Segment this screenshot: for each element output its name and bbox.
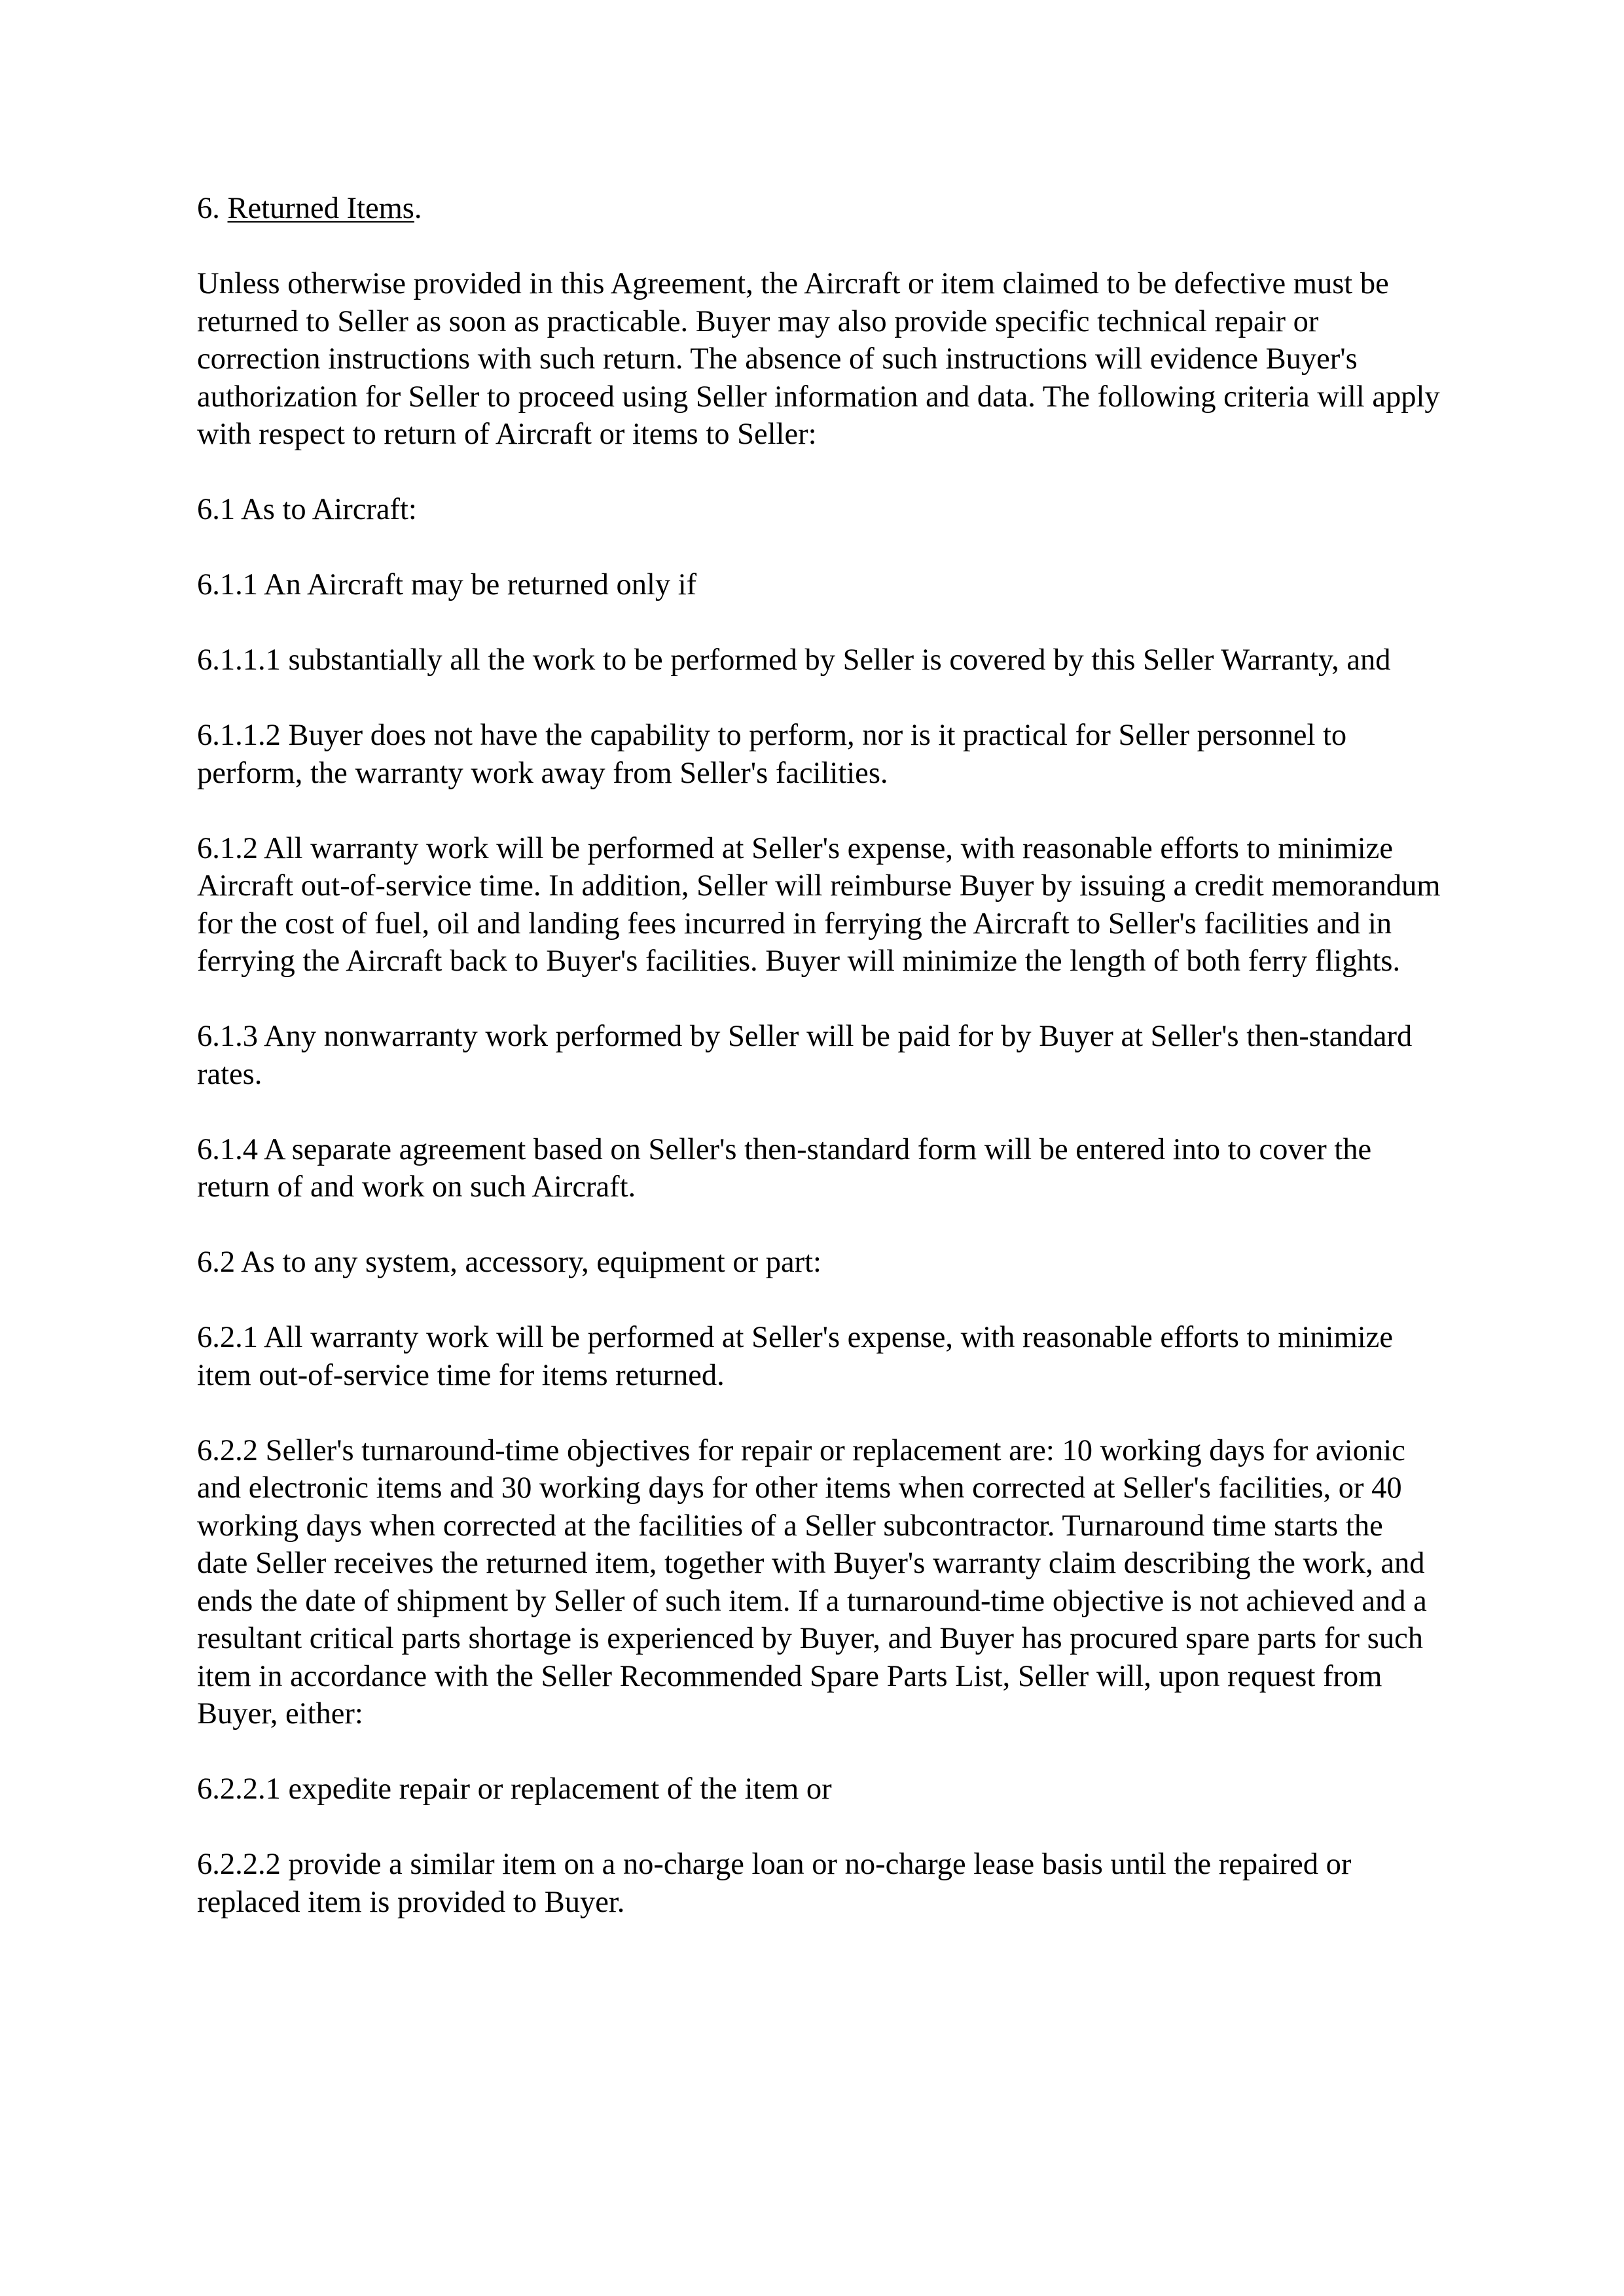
clause-6-1-3: 6.1.3 Any nonwarranty work performed by Seller will be paid for by Buyer at Seller's then-standard rates. xyxy=(197,1020,1413,1091)
clause-6-1-1-2: 6.1.1.2 Buyer does not have the capability to perform, nor is it practical for Seller personnel to perform, the warranty work away from Seller's facilities. xyxy=(197,719,1347,790)
clause-6-1-4: 6.1.4 A separate agreement based on Seller's then-standard form will be entered into to cover the return of and work on such Aircraft. xyxy=(197,1132,1372,1204)
section-title: Returned Items xyxy=(227,192,414,225)
clause-6-2-2-2: 6.2.2.2 provide a similar item on a no-charge loan or no-charge lease basis until the repaired or replaced item is provided to Buyer. xyxy=(197,1848,1352,1919)
clause-6-1: 6.1 As to Aircraft: xyxy=(197,493,417,526)
clause-6-2-1: 6.2.1 All warranty work will be performed at Seller's expense, with reasonable efforts to minimize item out-of-service time for items returned. xyxy=(197,1321,1393,1392)
clause-6-1-1: 6.1.1 An Aircraft may be returned only if xyxy=(197,568,697,601)
clause-6-2: 6.2 As to any system, accessory, equipment or part: xyxy=(197,1246,821,1279)
clause-6-1-1-1: 6.1.1.1 substantially all the work to be performed by Seller is covered by this Seller Warranty, and xyxy=(197,643,1391,677)
section-number: 6. xyxy=(197,192,220,225)
clause-6-2-2-1: 6.2.2.1 expedite repair or replacement of the item or xyxy=(197,1772,832,1806)
clause-6-2-2: 6.2.2 Seller's turnaround-time objectives for repair or replacement are: 10 working days for avionic and electronic items and 30 working days for other items when corrected at Seller's facilities, or 40 working days when corrected at the facilities of a Seller subcontractor. Turnaround time starts the date Seller receives the returned item, together with Buyer's warranty claim describing the work, and ends the date of shipment by Seller of such item. If a turnaround-time objective is not achieved and a resultant critical parts shortage is experienced by Buyer, and Buyer has procured spare parts for such item in accordance with the Seller Recommended Spare Parts List, Seller will, upon request from Buyer, either: xyxy=(197,1433,1427,1731)
section-heading xyxy=(197,190,1441,228)
clause-6-1-2: 6.1.2 All warranty work will be performed at Seller's expense, with reasonable efforts to minimize Aircraft out-of-service time. In addition, Seller will reimburse Buyer by issuing a credit memorandum for the cost of fuel, oil and landing fees incurred in ferrying the Aircraft to Seller's facilities and in ferrying the Aircraft back to Buyer's facilities. Buyer will minimize the length of both ferry flights. xyxy=(197,831,1441,978)
document-body xyxy=(197,190,1441,1959)
section-title-suffix: . xyxy=(414,192,422,225)
intro-paragraph: Unless otherwise provided in this Agreement, the Aircraft or item claimed to be defective must be returned to Seller as soon as practicable. Buyer may also provide specific technical repair or correction instructions with such return. The absence of such instructions will evidence Buyer's authorization for Seller to proceed using Seller information and data. The following criteria will apply with respect to return of Aircraft or items to Seller: xyxy=(197,267,1440,451)
